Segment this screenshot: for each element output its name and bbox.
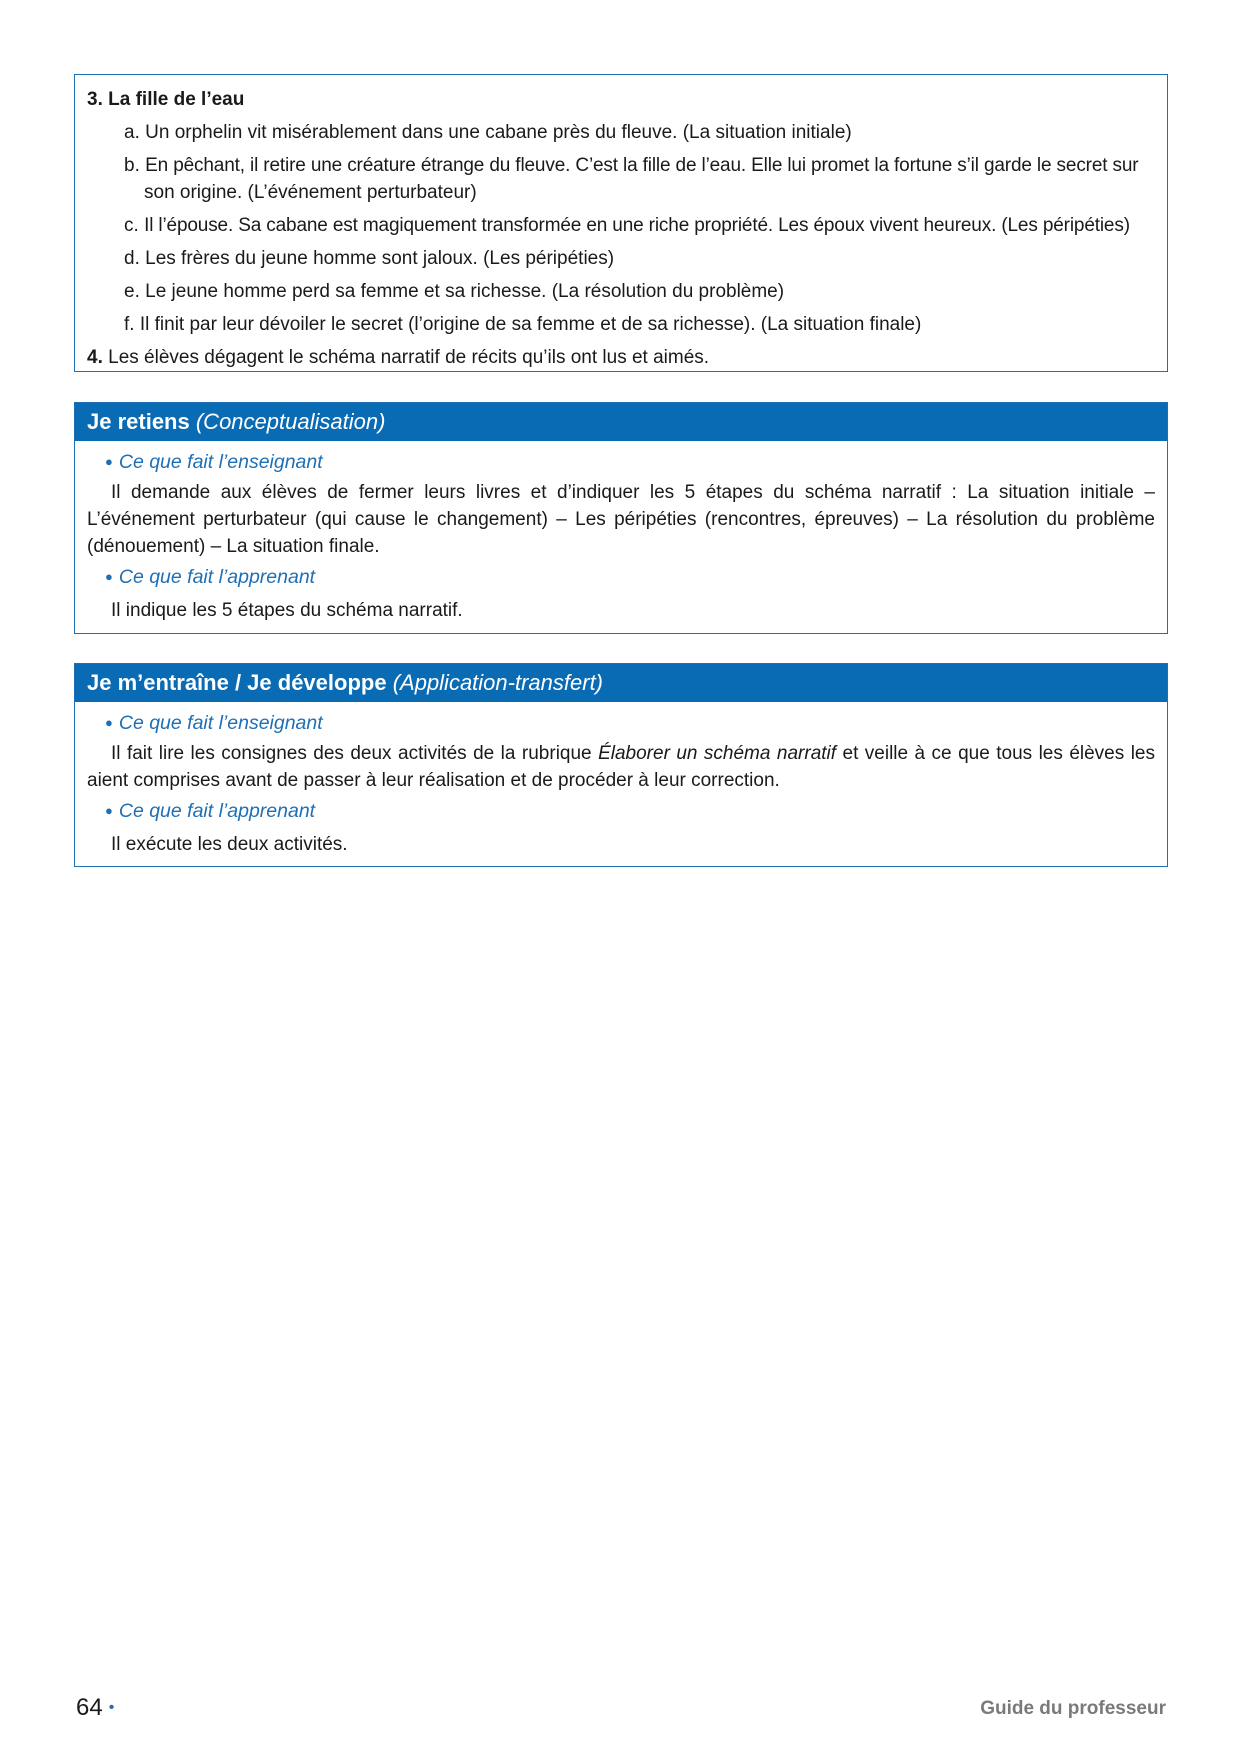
- bullet-icon: ●: [105, 715, 113, 730]
- item-letter: b.: [124, 155, 140, 176]
- teacher-text: Il demande aux élèves de fermer leurs livres et d’indiquer les 5 étapes du schéma narratif : La situation initiale – L’événement perturbateur (qui cause le changement) – Les péripéties (rencontres, épreuves) – La résolution du problème (dénouement) – La situation finale.: [87, 482, 1155, 557]
- learner-label: [87, 560, 1155, 594]
- item-text: Le jeune homme perd sa femme et sa richesse. (La résolution du problème): [145, 281, 785, 302]
- teacher-text-part: Il fait lire les consignes des deux activités de la rubrique: [111, 743, 599, 764]
- item-letter: e.: [124, 281, 140, 302]
- item-letter: d.: [124, 248, 140, 269]
- list-item-f: [87, 308, 1155, 341]
- list-item-c: [87, 209, 1155, 242]
- item-letter: a.: [124, 122, 140, 143]
- learner-label-text: Ce que fait l’apprenant: [118, 566, 316, 588]
- rubric-name: Élaborer un schéma narratif: [598, 743, 837, 764]
- bullet-icon: ●: [105, 454, 113, 469]
- learner-text: Il exécute les deux activités.: [111, 834, 348, 855]
- teacher-label-text: Ce que fait l’enseignant: [118, 451, 323, 473]
- item-letter: f.: [124, 314, 135, 335]
- je-mentraine-header: [75, 664, 1167, 702]
- list-item-b: [87, 149, 1155, 209]
- je-retiens-header: [75, 403, 1167, 441]
- teacher-label-text: Ce que fait l’enseignant: [118, 712, 323, 734]
- section-number: 4.: [87, 347, 103, 368]
- bullet-icon: ●: [105, 803, 113, 818]
- page-number: [76, 1694, 114, 1722]
- item-letter: c.: [124, 215, 139, 236]
- section-number: 3.: [87, 89, 103, 110]
- header-title: Je m’entraîne / Je développe: [87, 670, 387, 695]
- item-text: En pêchant, il retire une créature étrange du fleuve. C’est la fille de l’eau. Elle lui promet la fortune s’il garde le secret sur: [145, 155, 1139, 176]
- section-3-title: [87, 83, 1155, 116]
- page-number-text: 64: [76, 1694, 103, 1721]
- list-item-d: [87, 242, 1155, 275]
- header-subtitle: (Application-transfert): [392, 670, 604, 695]
- section-4: [87, 341, 1155, 374]
- exercise-answers-box: [74, 74, 1168, 372]
- learner-text: Il indique les 5 étapes du schéma narratif.: [111, 600, 463, 621]
- teacher-label: [87, 706, 1155, 740]
- je-mentraine-box: [74, 663, 1168, 867]
- header-subtitle: (Conceptualisation): [195, 409, 386, 434]
- item-text-continued: son origine. (L’événement perturbateur): [144, 182, 477, 203]
- list-item-e: [87, 275, 1155, 308]
- item-text: Les frères du jeune homme sont jaloux. (Les péripéties): [145, 248, 615, 269]
- teacher-text-part: et veille à ce que tous les élèves les aient comprises avant de passer à leur réalisation et de procéder à leur correction.: [87, 743, 1155, 791]
- learner-label: [87, 794, 1155, 828]
- footer-bullet: •: [108, 1699, 115, 1716]
- teacher-label: [87, 445, 1155, 479]
- learner-label-text: Ce que fait l’apprenant: [118, 800, 316, 822]
- item-text: Il finit par leur dévoiler le secret (l’origine de sa femme et de sa richesse). (La situation finale): [139, 314, 922, 335]
- je-retiens-box: [74, 402, 1168, 634]
- teacher-text: [87, 740, 1155, 794]
- list-item-a: [87, 116, 1155, 149]
- bullet-icon: ●: [105, 569, 113, 584]
- section-4-text: Les élèves dégagent le schéma narratif de récits qu’ils ont lus et aimés.: [108, 347, 710, 368]
- item-text: Il l’épouse. Sa cabane est magiquement transformée en une riche propriété. Les époux vivent heureux. (Les péripéties): [144, 215, 1130, 236]
- footer-title: Guide du professeur: [980, 1698, 1166, 1719]
- section-title-text: La fille de l’eau: [108, 89, 245, 110]
- header-title: Je retiens: [87, 409, 190, 434]
- item-text: Un orphelin vit misérablement dans une cabane près du fleuve. (La situation initiale): [145, 122, 852, 143]
